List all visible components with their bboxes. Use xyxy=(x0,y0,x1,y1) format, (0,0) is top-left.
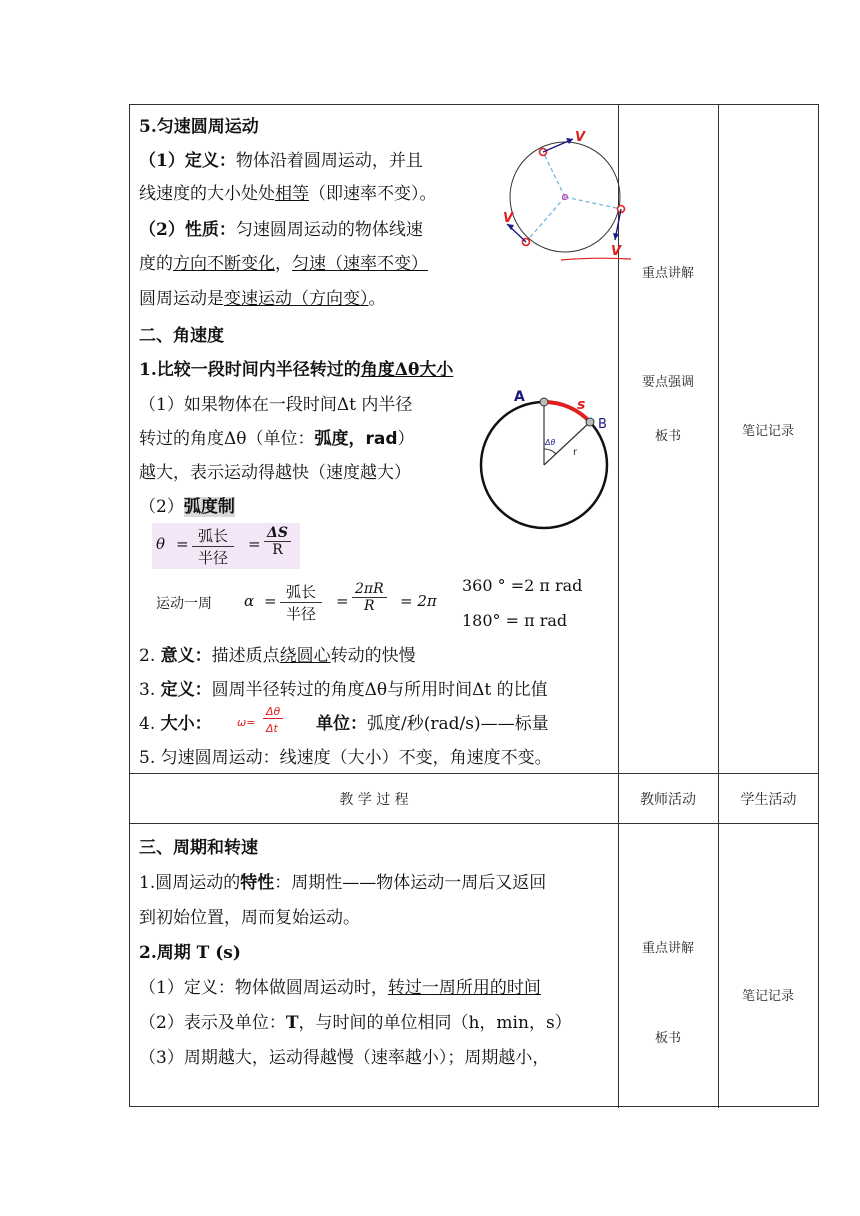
teacher-activity-4: 重点讲解 xyxy=(641,941,694,956)
text: 线速度的大小处处 xyxy=(139,184,275,204)
paragraph-line xyxy=(139,427,415,451)
teacher-activity-2: 要点强调 xyxy=(641,375,694,390)
section-heading-3: 三、周期和转速 xyxy=(139,838,258,858)
text: 2. xyxy=(139,646,161,666)
text: （1）定义：物体做圆周运动时， xyxy=(139,978,388,998)
definition-line-3 xyxy=(139,678,548,702)
bold-text: 弧度，rad xyxy=(314,429,398,449)
paragraph-line xyxy=(139,1011,572,1035)
paragraph-line: 到初始位置，周而复始运动。 xyxy=(139,908,360,928)
bold-text: 意义： xyxy=(160,646,212,666)
text: 度的 xyxy=(139,254,173,274)
underlined-text: 匀速（速率不变） xyxy=(292,254,428,274)
text: 4. xyxy=(139,714,161,734)
underlined-text: 转过一周所用的时间 xyxy=(387,978,541,998)
definition-line-2 xyxy=(139,182,437,206)
numerator: 弧长 xyxy=(192,525,234,547)
subheading xyxy=(139,358,453,382)
underlined-text: 绕圆心 xyxy=(279,646,331,666)
subheading: 2.周期 T (s) xyxy=(139,943,241,963)
property-text: 匀速圆周运动的物体线速 xyxy=(235,220,423,240)
velocity-label: V xyxy=(611,244,622,259)
unit-line xyxy=(316,712,549,736)
col-divider xyxy=(718,105,719,1108)
text: 1.圆周运动的 xyxy=(139,873,241,893)
meaning-line xyxy=(139,644,416,668)
summary-line: 5. 匀速圆周运动：线速度（大小）不变，角速度不变。 xyxy=(139,748,552,768)
equals-sign: = xyxy=(336,592,349,610)
omega-lhs: ω= xyxy=(237,716,256,729)
student-activity-2: 笔记记录 xyxy=(741,989,794,1004)
bold-text: 特性 xyxy=(240,873,275,893)
fraction xyxy=(280,581,322,624)
lesson-table xyxy=(129,104,819,1107)
teacher-header: 教师活动 xyxy=(640,792,696,808)
equals-sign: = xyxy=(248,535,261,553)
radius-label: r xyxy=(573,447,578,458)
equals-sign: = xyxy=(264,592,277,610)
denominator: R xyxy=(364,598,375,614)
text: 圆周半径转过的角度Δθ与所用时间Δt 的比值 xyxy=(211,680,548,700)
process-header: 教 学 过 程 xyxy=(339,792,409,808)
fraction xyxy=(352,581,387,614)
numerator: 弧长 xyxy=(280,581,322,603)
student-header: 学生活动 xyxy=(740,792,797,808)
paragraph-line xyxy=(139,871,546,895)
fraction xyxy=(192,525,234,568)
full-circle-formula xyxy=(156,577,456,627)
radian-formula xyxy=(152,523,300,569)
point-b-label: B xyxy=(598,417,607,432)
text: ） xyxy=(397,429,415,449)
definition-line xyxy=(139,149,423,173)
property-label: （2）性质： xyxy=(139,220,236,240)
circular-motion-diagram xyxy=(503,125,635,265)
paragraph-line xyxy=(139,495,235,519)
text: 转过的角度Δθ（单位： xyxy=(139,429,315,449)
alpha-symbol: α xyxy=(244,592,255,610)
text: 弧度/秒(rad/s)——标量 xyxy=(367,714,549,734)
text: 圆周运动是 xyxy=(139,289,224,309)
velocity-label: V xyxy=(503,211,514,226)
bold-text: T xyxy=(285,1013,299,1033)
omega-denominator: Δt xyxy=(266,722,278,735)
text: ：周期性——物体运动一周后又返回 xyxy=(274,873,547,893)
numerator: 2πR xyxy=(352,581,387,598)
text: ，与时间的单位相同（h，min，s） xyxy=(298,1013,572,1033)
formula-result: = 2π xyxy=(400,592,437,610)
text: 描述质点 xyxy=(211,646,280,666)
paragraph-line xyxy=(139,976,541,1000)
text: （2）表示及单位： xyxy=(139,1013,286,1033)
definition-text: 物体沿着圆周运动，并且 xyxy=(235,151,423,171)
arc-length-label: s xyxy=(577,397,586,413)
paragraph-line: 越大，表示运动得越快（速度越大） xyxy=(139,463,411,483)
fraction xyxy=(264,525,291,558)
omega-numerator: Δθ xyxy=(263,705,283,719)
velocity-label: V xyxy=(575,130,586,145)
teacher-activity-1: 重点讲解 xyxy=(641,266,694,281)
bold-text: 单位： xyxy=(316,714,367,734)
text: 转动的快慢 xyxy=(330,646,416,666)
highlighted-text: 弧度制 xyxy=(183,497,235,517)
omega-formula xyxy=(237,705,301,739)
delta-theta-label: Δθ xyxy=(545,438,556,447)
red-underline-stroke xyxy=(561,258,631,260)
point-a-label: A xyxy=(514,389,525,405)
formula-label: 运动一周 xyxy=(156,596,212,612)
denominator: 半径 xyxy=(198,549,229,567)
denominator: 半径 xyxy=(286,605,317,623)
numerator: ΔS xyxy=(264,525,291,542)
teacher-activity-3: 板书 xyxy=(654,429,681,444)
theta-symbol: θ xyxy=(156,535,166,553)
bold-text: 定义： xyxy=(160,680,212,700)
text: 1.比较一段时间内半径转过的 xyxy=(139,360,361,380)
underlined-text: 角度Δθ大小 xyxy=(360,360,454,380)
content-cell-2 xyxy=(139,824,617,1108)
underlined-text: 相等 xyxy=(275,184,309,204)
underlined-text: 变速运动（方向变） xyxy=(224,289,369,309)
text: 3. xyxy=(139,680,161,700)
text: ， xyxy=(275,254,292,274)
angle-diagram xyxy=(474,381,614,531)
property-line-3 xyxy=(139,287,386,311)
underlined-text: 方向不断变化 xyxy=(173,254,275,274)
teacher-activity-5: 板书 xyxy=(654,1031,681,1046)
conversion-180: 180° = π rad xyxy=(462,611,568,630)
text: （即速率不变）。 xyxy=(309,184,437,204)
magnitude-line xyxy=(139,712,212,736)
denominator: R xyxy=(272,542,283,558)
text: 。 xyxy=(368,289,386,309)
text: （2） xyxy=(139,497,184,517)
equals-sign: = xyxy=(176,535,189,553)
definition-label: （1）定义： xyxy=(139,151,236,171)
paragraph-line: （1）如果物体在一段时间Δt 内半径 xyxy=(139,395,413,415)
row-divider xyxy=(130,773,818,774)
bold-text: 大小： xyxy=(160,714,212,734)
conversion-360: 360 ° =2 π rad xyxy=(462,576,583,595)
student-activity-1: 笔记记录 xyxy=(741,424,794,439)
section-heading-2: 二、角速度 xyxy=(139,326,224,346)
property-line-2 xyxy=(139,252,428,276)
property-line xyxy=(139,218,423,242)
content-cell-1 xyxy=(139,105,622,773)
paragraph-line: （3）周期越大，运动得越慢（速率越小）；周期越小， xyxy=(139,1048,550,1068)
section-heading: 5.匀速圆周运动 xyxy=(139,117,259,137)
